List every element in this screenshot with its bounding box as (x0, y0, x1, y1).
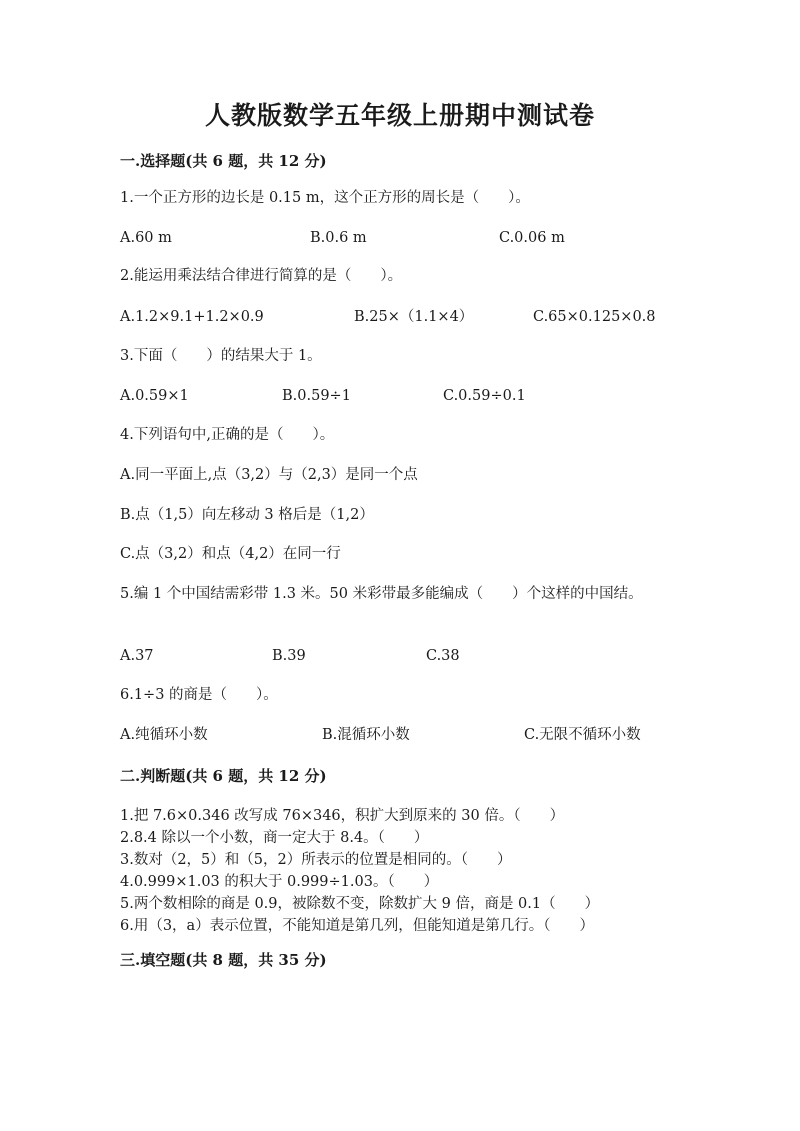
question-4-option-b: B.点（1,5）向左移动 3 格后是（1,2） (120, 507, 374, 523)
question-6-stem: 6.1÷3 的商是（ ）。 (120, 687, 278, 703)
question-2-options (120, 306, 680, 328)
question-3-stem: 3.下面（ ）的结果大于 1。 (120, 348, 322, 364)
option-b: B.25×（1.1×4） (354, 309, 474, 325)
option-b: B.0.6 m (310, 230, 367, 246)
question-4-option-a: A.同一平面上,点（3,2）与（2,3）是同一个点 (120, 467, 418, 483)
true-false-list (120, 805, 599, 937)
option-b: B.0.59÷1 (282, 388, 351, 404)
option-b: B.混循环小数 (322, 727, 410, 743)
question-2-stem: 2.能运用乘法结合律进行简算的是（ ）。 (120, 268, 403, 284)
question-5-stem: 5.编 1 个中国结需彩带 1.3 米。50 米彩带最多能编成（ ）个这样的中国结。 (120, 586, 643, 602)
list-item: 5.两个数相除的商是 0.9，被除数不变，除数扩大 9 倍，商是 0.1（ ） (120, 896, 600, 912)
option-c: C.65×0.125×0.8 (533, 309, 656, 325)
option-c: C.38 (426, 648, 460, 664)
section-heading-fill-blank: 三.填空题(共 8 题，共 35 分) (120, 951, 327, 969)
question-5-options (120, 645, 680, 667)
list-item: 2.8.4 除以一个小数，商一定大于 8.4。（ ） (120, 830, 429, 846)
question-6-options (120, 724, 680, 746)
option-c: C.无限不循环小数 (524, 727, 641, 743)
question-4-stem: 4.下列语句中,正确的是（ ）。 (120, 427, 335, 443)
question-4-option-c: C.点（3,2）和点（4,2）在同一行 (120, 546, 341, 562)
question-1-stem: 1.一个正方形的边长是 0.15 m，这个正方形的周长是（ ）。 (120, 190, 530, 206)
question-1-options (120, 227, 680, 249)
list-item: 3.数对（2，5）和（5，2）所表示的位置是相同的。（ ） (120, 852, 512, 868)
option-a: A.60 m (120, 230, 172, 246)
option-c: C.0.06 m (499, 230, 565, 246)
option-a: A.37 (120, 648, 154, 664)
section-heading-choice: 一.选择题(共 6 题，共 12 分) (120, 152, 327, 170)
option-a: A.1.2×9.1+1.2×0.9 (120, 309, 264, 325)
option-a: A.纯循环小数 (120, 727, 208, 743)
list-item: 1.把 7.6×0.346 改写成 76×346，积扩大到原来的 30 倍。（ ） (120, 808, 565, 824)
option-c: C.0.59÷0.1 (443, 388, 526, 404)
option-b: B.39 (272, 648, 306, 664)
section-heading-true-false: 二.判断题(共 6 题，共 12 分) (120, 767, 327, 785)
question-3-options (120, 385, 680, 407)
page-title: 人教版数学五年级上册期中测试卷 (204, 101, 595, 130)
list-item: 4.0.999×1.03 的积大于 0.999÷1.03。（ ） (120, 874, 439, 890)
option-a: A.0.59×1 (120, 388, 189, 404)
list-item: 6.用（3，a）表示位置，不能知道是第几列，但能知道是第几行。（ ） (120, 918, 594, 934)
